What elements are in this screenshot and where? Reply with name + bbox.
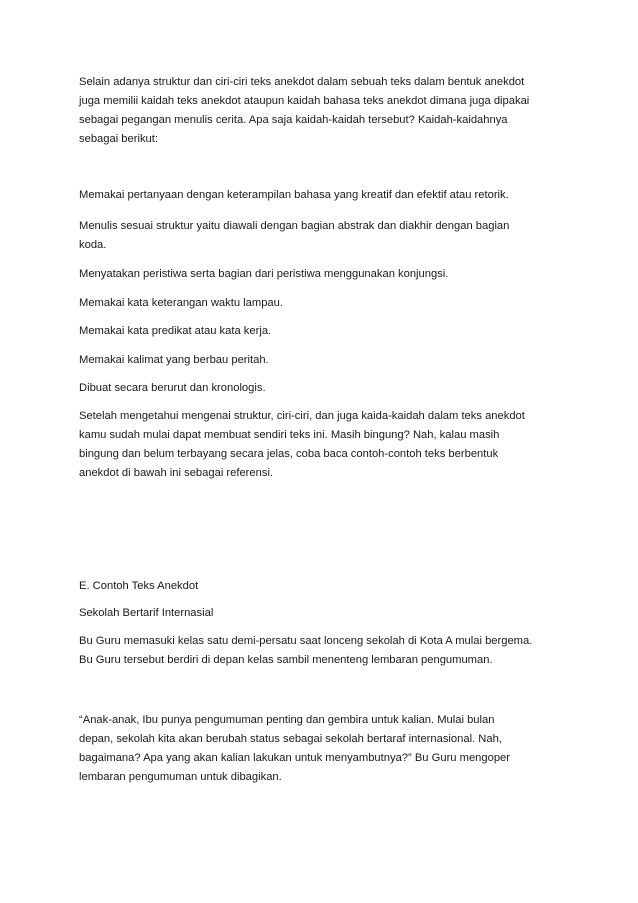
story-paragraph-1: Bu Guru memasuki kelas satu demi-persatu saat lonceng sekolah di Kota A mulai bergema. Bu Guru tersebut berdiri di depan kelas sambil menenteng lembaran pengumuman.: [79, 635, 533, 666]
paragraph-intro-kaidah: Selain adanya struktur dan ciri-ciri teks anekdot dalam sebuah teks dalam bentuk anekdot juga memilii kaidah teks anekdot ataupun kaidah bahasa teks anekdot dimana juga dipakai sebagai pegangan menulis cerita. Apa saja kaidah-kaidah tersebut? Kaidah-kaidahnya sebagai berikut:: [79, 76, 530, 145]
story-title: Sekolah Bertarif Internasial: [79, 607, 214, 619]
story-paragraph-2: “Anak-anak, Ibu punya pengumuman penting dan gembira untuk kalian. Mulai bulan depan, sekolah kita akan berubah status sebagai sekolah bertaraf internasional. Nah, bagaimana? Apa yang akan kalian lakukan untuk menyambutnya?” Bu Guru mengoper lembaran pengumuman untuk dibagikan.: [79, 714, 510, 783]
paragraph-kaidah-5: Memakai kata predikat atau kata kerja.: [79, 325, 272, 337]
paragraph-kaidah-4: Memakai kata keterangan waktu lampau.: [79, 297, 283, 309]
section-heading: E. Contoh Teks Anekdot: [79, 580, 199, 592]
paragraph-kaidah-2: Menulis sesuai struktur yaitu diawali dengan bagian abstrak dan diakhir dengan bagian koda.: [79, 220, 510, 251]
paragraph-kaidah-6: Memakai kalimat yang berbau peritah.: [79, 354, 269, 366]
paragraph-transition: Setelah mengetahui mengenai struktur, ciri-ciri, dan juga kaida-kaidah dalam teks anekdot kamu sudah mulai dapat membuat sendiri teks ini. Masih bingung? Nah, kalau masih bingung dan belum terbayang secara jelas, coba baca contoh-contoh teks berbentuk anekdot di bawah ini sebagai referensi.: [79, 410, 525, 479]
paragraph-kaidah-1: Memakai pertanyaan dengan keterampilan bahasa yang kreatif dan efektif atau retorik.: [79, 189, 509, 201]
paragraph-kaidah-7: Dibuat secara berurut dan kronologis.: [79, 382, 266, 394]
paragraph-kaidah-3: Menyatakan peristiwa serta bagian dari peristiwa menggunakan konjungsi.: [79, 268, 449, 280]
